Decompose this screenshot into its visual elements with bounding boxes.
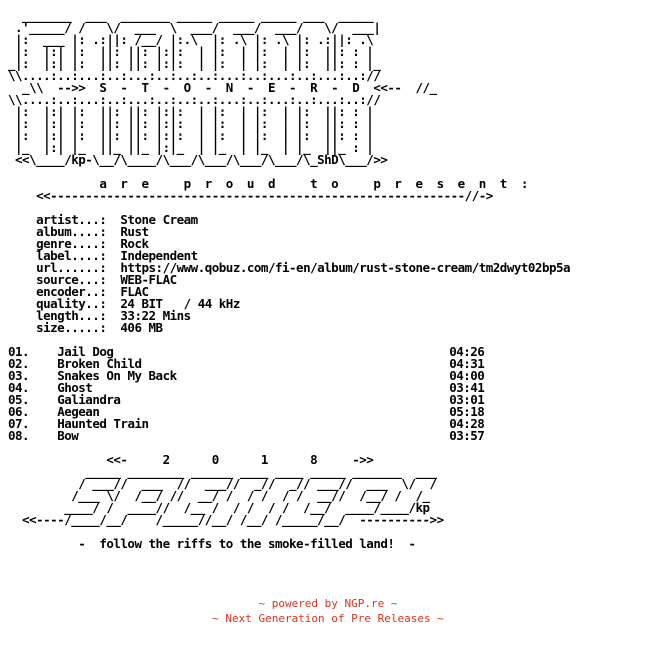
footer-subtitle: ~ Next Generation of Pre Releases ~ — [212, 612, 444, 625]
header-art-line: |: |:| |: ||: ||: |:|: | |: | |: | |: ||: : | — [8, 44, 374, 59]
track-time: 04:26 — [449, 344, 485, 359]
group-name-line: _\\ -->> S - T - O - N - E - R - D <<-- //_ — [8, 80, 437, 95]
track-time: 05:18 — [449, 404, 485, 419]
nfo-text — [8, 10, 570, 550]
year-art-line: / ___// ___ // ___// _// _// ___// ___ \/ / — [8, 476, 437, 491]
track-title: Haunted Train — [57, 416, 149, 431]
track-time: 04:31 — [449, 356, 485, 371]
header-art-line: |: |:| |: ||: ||: |:|: | |: | |: | |: ||: : | — [8, 104, 374, 119]
info-url: url......: https://www.qobuz.com/fi-en/album/rust-stone-cream/tm2dwyt02bp5a — [8, 260, 571, 275]
track-time: 03:41 — [449, 380, 485, 395]
year-art-line: /___ \/ /__/ // __/ / / / / / __// /__/ / /_ — [8, 488, 430, 503]
header-art-line: |_ |:| |_ ||_ ||_ |:|_ | |_ | |_ | |_ ||_ : | — [8, 140, 374, 155]
info-size: size.....: 406 MB — [8, 320, 163, 335]
track-number: 05. — [8, 392, 30, 407]
info-length: length...: 33:22 Mins — [8, 308, 191, 323]
info-quality: quality..: 24 BIT / 44 kHz — [8, 296, 240, 311]
track-number: 03. — [8, 368, 30, 383]
header-art-line: |: ___ |: .:||: /__/ |:.\ |: .\ |: .\ |: .:||: .\ — [8, 32, 374, 47]
track-title: Jail Dog — [57, 344, 114, 359]
header-art-line: _______ ___ _______ _____ _____ _____ ___ _____ — [8, 8, 374, 23]
year-line: <<- 2 0 1 8 ->> — [8, 452, 374, 467]
tagline: - follow the riffs to the smoke-filled land! - — [8, 536, 416, 551]
track-time: 03:01 — [449, 392, 485, 407]
track-row — [8, 430, 570, 442]
track-title: Bow — [57, 428, 79, 443]
info-album: album....: Rust — [8, 224, 149, 239]
track-title: Ghost — [57, 380, 93, 395]
header-art-line: <<\____/kp-\__/\____/\___/\___/\___/\___/\_ShD\___/>> — [8, 152, 388, 167]
track-time: 04:00 — [449, 368, 485, 383]
info-encoder: encoder..: FLAC — [8, 284, 149, 299]
track-title: Broken Child — [57, 356, 142, 371]
track-title: Aegean — [57, 404, 100, 419]
header-art-line: \\....:..:...:..:...:..:..:..:...:..:...:..:...:..:// — [8, 92, 381, 107]
info-artist: artist...: Stone Cream — [8, 212, 198, 227]
info-genre: genre....: Rock — [8, 236, 149, 251]
present-rule: <<-----------------------------------------------------------//-> — [8, 188, 493, 203]
track-time: 03:57 — [449, 428, 485, 443]
header-art-line: \\....:..:...:..:...:..:..:..:...:..:...:..:...:..:// — [8, 68, 381, 83]
year-art-line: _____ ________ ______ ____ ____ _____ _______ ___ — [8, 464, 437, 479]
year-art-line: ____/ / ____// /__ / / / / / /__/ ____/____/kp — [8, 500, 430, 515]
present-line: a r e p r o u d t o p r e s e n t : — [8, 176, 528, 191]
track-number: 01. — [8, 344, 30, 359]
track-time: 04:28 — [449, 416, 485, 431]
year-art-line: <<----/____/__/ /_____//__/ /__/ /_____/__/ ---------->> — [8, 512, 444, 527]
header-art-line: _|: |:| |: ||: ||: |:|: | |: | |: | |: ||: : |_ — [8, 56, 381, 71]
track-row — [8, 418, 570, 430]
track-row — [8, 370, 570, 382]
footer-powered-by: ~ powered by NGP.re ~ — [258, 597, 398, 610]
track-number: 04. — [8, 380, 30, 395]
track-title: Snakes On My Back — [57, 368, 177, 383]
header-art-line: .'_____/ / \/ ___ \ ___/ ___/ ___/ \/ ___| — [8, 20, 381, 35]
track-number: 08. — [8, 428, 30, 443]
track-number: 02. — [8, 356, 30, 371]
track-title: Galiandra — [57, 392, 121, 407]
track-number: 07. — [8, 416, 30, 431]
info-label: label....: Independent — [8, 248, 198, 263]
header-art-line: |: |:| |: ||: ||: |:|: | |: | |: | |: ||: : | — [8, 116, 374, 131]
header-art-line: |: |:| |: ||: ||: |:|: | |: | |: | |: ||: : | — [8, 128, 374, 143]
track-number: 06. — [8, 404, 30, 419]
info-source: source...: WEB-FLAC — [8, 272, 177, 287]
